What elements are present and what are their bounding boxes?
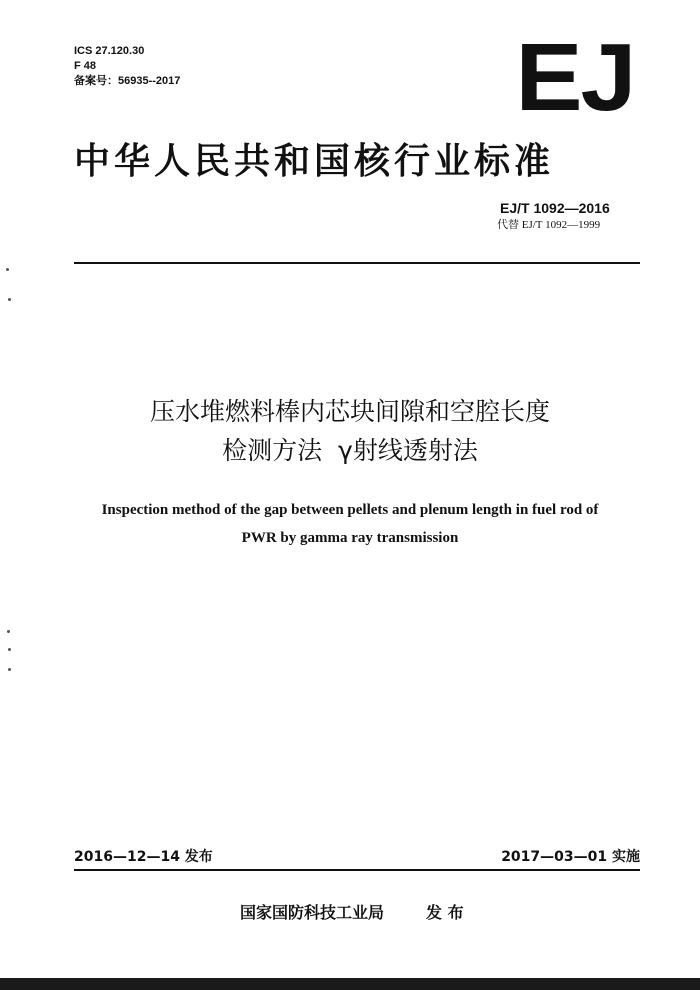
top-divider (74, 262, 640, 264)
chinese-title (74, 392, 626, 470)
replaces-standard: 代替 EJ/T 1092—1999 (497, 219, 601, 231)
issue-date: 2016—12—14 发布 (74, 849, 213, 865)
english-title-line-2: PWR by gamma ray transmission (241, 530, 459, 546)
publisher-name: 国家国防科技工业局 (240, 903, 385, 922)
ej-logo: EJ (514, 24, 634, 131)
standard-code: EJ/T 1092—2016 (500, 200, 610, 216)
filing-number: 备案号：56935--2017 (74, 75, 181, 87)
effective-date: 2017—03—01 实施 (501, 849, 640, 865)
scan-speck (6, 268, 9, 271)
ics-code: ICS 27.120.30 (74, 45, 145, 57)
scan-speck (8, 668, 11, 671)
scan-speck (8, 298, 11, 301)
standard-category-title: 中华人民共和国核行业标准 (74, 141, 555, 182)
bottom-divider (74, 869, 640, 871)
scan-bottom-edge (0, 978, 700, 990)
classification-code: F 48 (74, 60, 97, 72)
scan-speck (7, 630, 10, 633)
document-meta (74, 44, 180, 89)
publisher-action: 发 布 (426, 903, 464, 922)
chinese-title-line-2: 检测方法 γ射线透射法 (222, 436, 478, 465)
english-title (60, 496, 640, 552)
english-title-line-1: Inspection method of the gap between pellets and plenum length in fuel rod of (101, 502, 599, 518)
scan-speck (8, 648, 11, 651)
chinese-title-line-1: 压水堆燃料棒内芯块间隙和空腔长度 (149, 397, 550, 426)
publisher (240, 900, 464, 923)
